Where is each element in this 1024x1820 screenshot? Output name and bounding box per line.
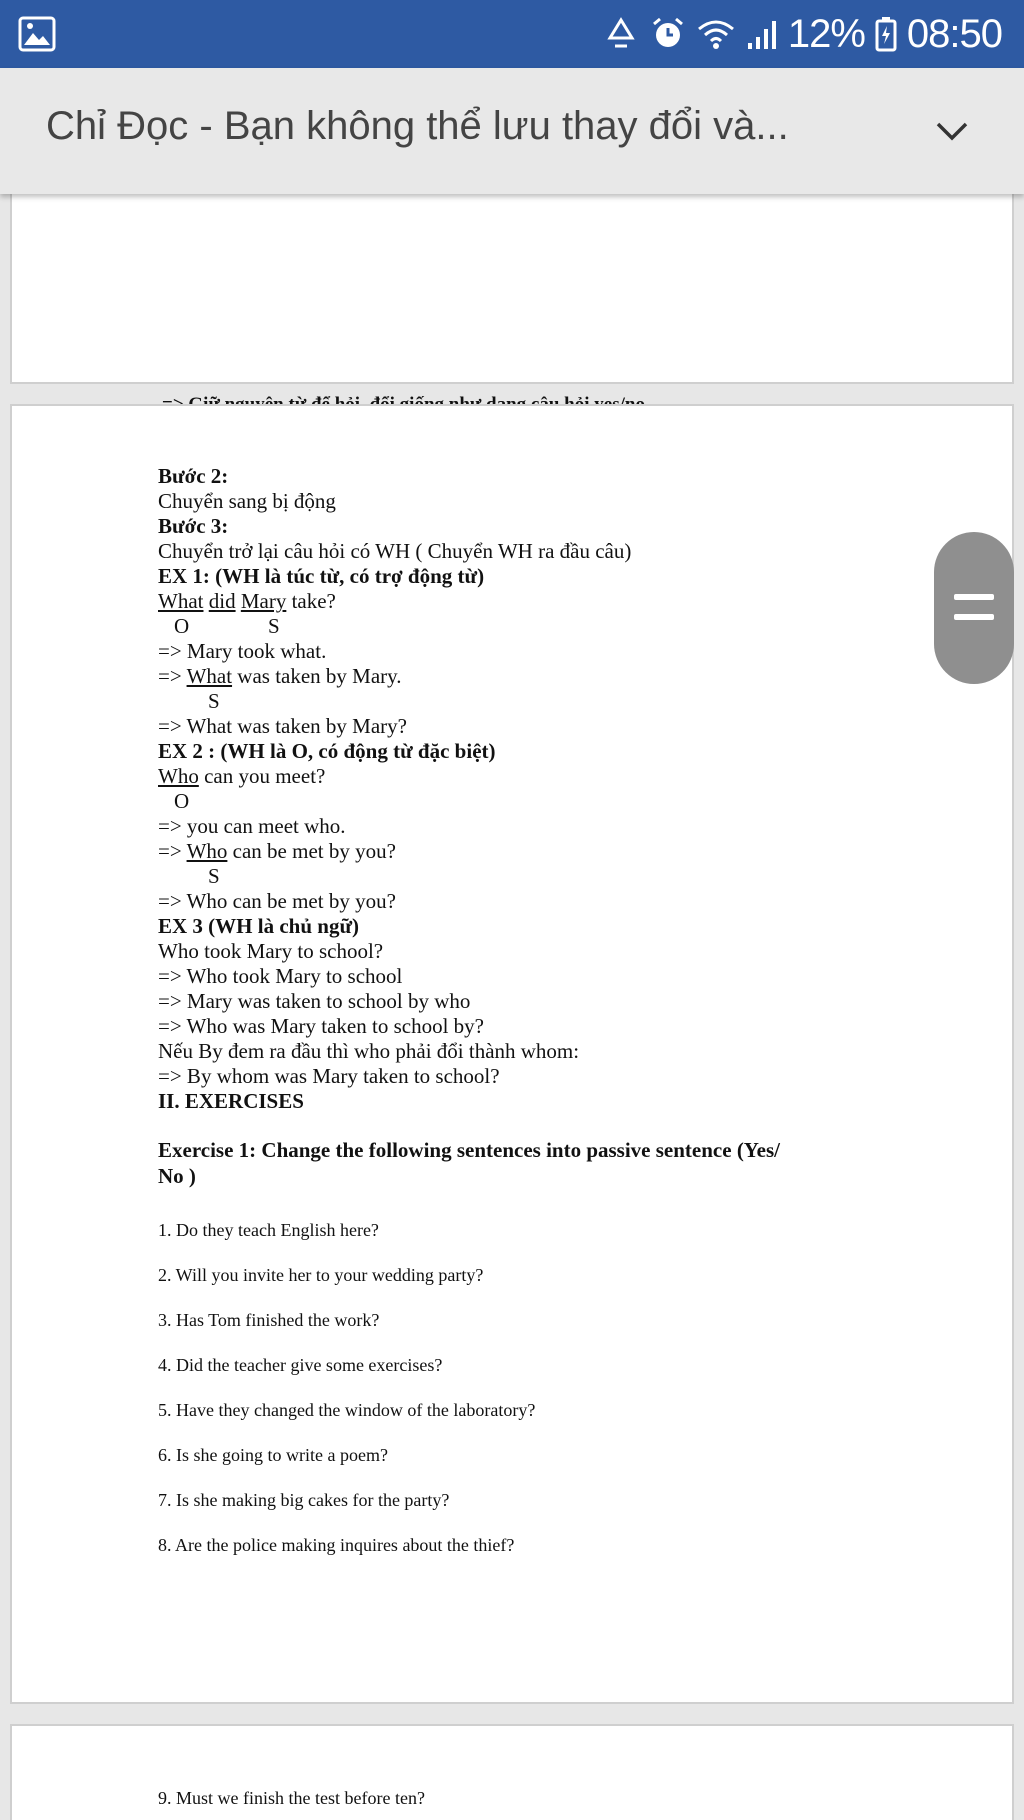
ex1-line-2: => What was taken by Mary. [158, 664, 402, 688]
exercise-item: 3. Has Tom finished the work? [158, 1310, 380, 1330]
step2-title: Bước 2: [158, 464, 229, 488]
battery-level: 12% [787, 11, 865, 56]
recycle-icon [602, 16, 640, 52]
exercise-item: 1. Do they teach English here? [158, 1220, 379, 1240]
chevron-down-icon[interactable] [932, 116, 972, 146]
ex1-object-marker: O [174, 614, 190, 638]
ex2-line-1: => you can meet who. [158, 814, 346, 838]
scroll-handle[interactable] [934, 532, 1014, 684]
ex1-subject-marker-2: S [208, 689, 220, 713]
exercise-1-title: Exercise 1: Change the following sentences into passive sentence (Yes/ [158, 1138, 780, 1162]
ex2-line-2: => Who can be met by you? [158, 839, 396, 863]
step2-text: Chuyển sang bị động [158, 489, 336, 513]
ex3-title: EX 3 (WH là chủ ngữ) [158, 914, 360, 938]
alarm-icon [650, 16, 686, 52]
ex3-line: Who took Mary to school? [158, 939, 384, 963]
ex2-title: EX 2 : (WH là O, có động từ đặc biệt) [158, 739, 496, 763]
document-page-1 [10, 194, 1014, 384]
ex3-line: => By whom was Mary taken to school? [158, 1064, 500, 1088]
status-bar [0, 0, 1024, 68]
step3-text: Chuyển trở lại câu hỏi có WH ( Chuyển WH ra đầu câu) [158, 539, 632, 563]
section-title: II. EXERCISES [158, 1089, 304, 1113]
exercise-item: 8. Are the police making inquires about the thief? [158, 1535, 515, 1555]
exercise-item: 7. Is she making big cakes for the party? [158, 1490, 450, 1510]
exercise-item: 4. Did the teacher give some exercises? [158, 1355, 443, 1375]
ex1-line-1: => Mary took what. [158, 639, 327, 663]
ex1-subject-marker: S [268, 614, 280, 638]
ex2-line-3: => Who can be met by you? [158, 889, 396, 913]
exercise-item: 2. Will you invite her to your wedding party? [158, 1265, 484, 1285]
battery-icon [875, 16, 897, 52]
document-viewport[interactable] [0, 194, 1024, 1820]
ex1-question: What did Mary take? [158, 589, 336, 613]
image-icon [18, 16, 56, 52]
ex3-line: => Mary was taken to school by who [158, 989, 471, 1013]
ex2-object-marker: O [174, 789, 190, 813]
exercise-item: 5. Have they changed the window of the laboratory? [158, 1400, 536, 1420]
signal-icon [746, 17, 778, 51]
document-page-3 [10, 1724, 1014, 1820]
step3-title: Bước 3: [158, 514, 229, 538]
exercise-item: 9. Must we finish the test before ten? [158, 1788, 425, 1808]
read-only-message: Chỉ Đọc - Bạn không thể lưu thay đổi và... [46, 104, 789, 148]
ex3-line: => Who took Mary to school [158, 964, 403, 988]
ex3-line: Nếu By đem ra đầu thì who phải đổi thành whom: [158, 1039, 580, 1063]
exercise-1-title-cont: No ) [158, 1164, 196, 1188]
ex2-subject-marker: S [208, 864, 220, 888]
wifi-icon [696, 17, 736, 51]
ex1-title: EX 1: (WH là túc từ, có trợ động từ) [158, 564, 485, 588]
ex2-question: Who can you meet? [158, 764, 326, 788]
read-only-bar [0, 68, 1024, 194]
clock-time: 08:50 [906, 11, 1002, 56]
document-page-2 [10, 404, 1014, 1704]
ex3-line: => Who was Mary taken to school by? [158, 1014, 484, 1038]
exercise-item: 6. Is she going to write a poem? [158, 1445, 388, 1465]
ex1-line-3: => What was taken by Mary? [158, 714, 407, 738]
